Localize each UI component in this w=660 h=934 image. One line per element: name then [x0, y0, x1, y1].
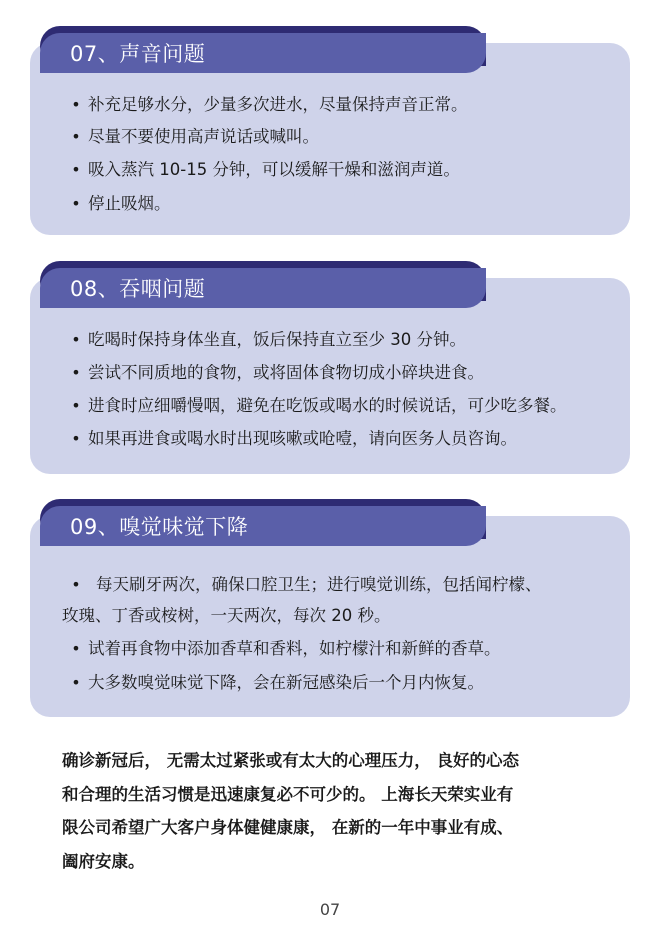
- list-item: [30, 159, 630, 181]
- section-header: [40, 268, 486, 308]
- section-swallowing: [30, 261, 630, 476]
- bullet-icon: •: [71, 160, 81, 179]
- bullet-icon: •: [71, 363, 81, 382]
- section-header: [40, 33, 486, 73]
- list-item: [30, 638, 630, 660]
- list-item: [30, 395, 630, 417]
- bullet-icon: •: [71, 396, 81, 415]
- list-item: [30, 193, 630, 215]
- list-item: [30, 574, 630, 596]
- closing-paragraph: [62, 744, 622, 878]
- bullet-icon: •: [71, 95, 81, 114]
- page-number: 07: [319, 900, 341, 919]
- list-item-text: 吃喝时保持身体坐直，饭后保持直立至少 30 分钟。: [88, 330, 466, 349]
- section-title: 08、吞咽问题: [70, 277, 206, 301]
- section-header: [40, 506, 486, 546]
- list-item-text: 试着再食物中添加香草和香料，如柠檬汁和新鲜的香草。: [88, 639, 501, 658]
- section-voice: [30, 26, 630, 236]
- closing-line: 确诊新冠后， 无需太过紧张或有太大的心理压力， 良好的心态: [62, 751, 519, 770]
- closing-line: 阖府安康。: [62, 851, 145, 871]
- list-item: [30, 428, 630, 450]
- list-item-text: 吸入蒸汽 10-15 分钟，可以缓解干燥和滋润声道。: [88, 160, 460, 179]
- list-item: [30, 94, 630, 116]
- bullet-icon: •: [71, 330, 81, 349]
- bullet-icon: •: [71, 127, 81, 146]
- list-item-text: 停止吸烟。: [88, 194, 171, 213]
- list-item-continuation: 玫瑰、丁香或桉树，一天两次，每次 20 秒。: [62, 606, 391, 625]
- list-item-text: 尽量不要使用高声说话或喊叫。: [88, 127, 319, 146]
- bullet-icon: •: [71, 429, 81, 448]
- list-item-text: 如果再进食或喝水时出现咳嗽或呛噎，请向医务人员咨询。: [88, 429, 517, 448]
- list-item: [30, 126, 630, 148]
- list-item-text: 进食时应细嚼慢咽，避免在吃饭或喝水的时候说话，可少吃多餐。: [88, 396, 567, 415]
- bullet-icon: •: [71, 575, 81, 594]
- list-item-text: 大多数嗅觉味觉下降，会在新冠感染后一个月内恢复。: [88, 673, 484, 692]
- bullet-icon: •: [71, 673, 81, 692]
- closing-line: 和合理的生活习惯是迅速康复必不可少的。 上海长天荣实业有: [62, 784, 514, 804]
- section-title: 09、嗅觉味觉下降: [70, 515, 249, 539]
- bullet-icon: •: [71, 194, 81, 213]
- section-smell-taste: [30, 499, 630, 719]
- list-item: [30, 362, 630, 384]
- list-item: [30, 329, 630, 351]
- closing-line: 限公司希望广大客户身体健健康康， 在新的一年中事业有成、: [62, 818, 514, 837]
- section-title: 07、声音问题: [70, 42, 206, 66]
- list-item-text: 每天刷牙两次，确保口腔卫生；进行嗅觉训练，包括闻柠檬、: [96, 575, 542, 594]
- list-item: [30, 672, 630, 694]
- list-item-text: 尝试不同质地的食物，或将固体食物切成小碎块进食。: [88, 363, 484, 382]
- list-item-text: 补充足够水分，少量多次进水，尽量保持声音正常。: [88, 95, 468, 114]
- bullet-icon: •: [71, 639, 81, 658]
